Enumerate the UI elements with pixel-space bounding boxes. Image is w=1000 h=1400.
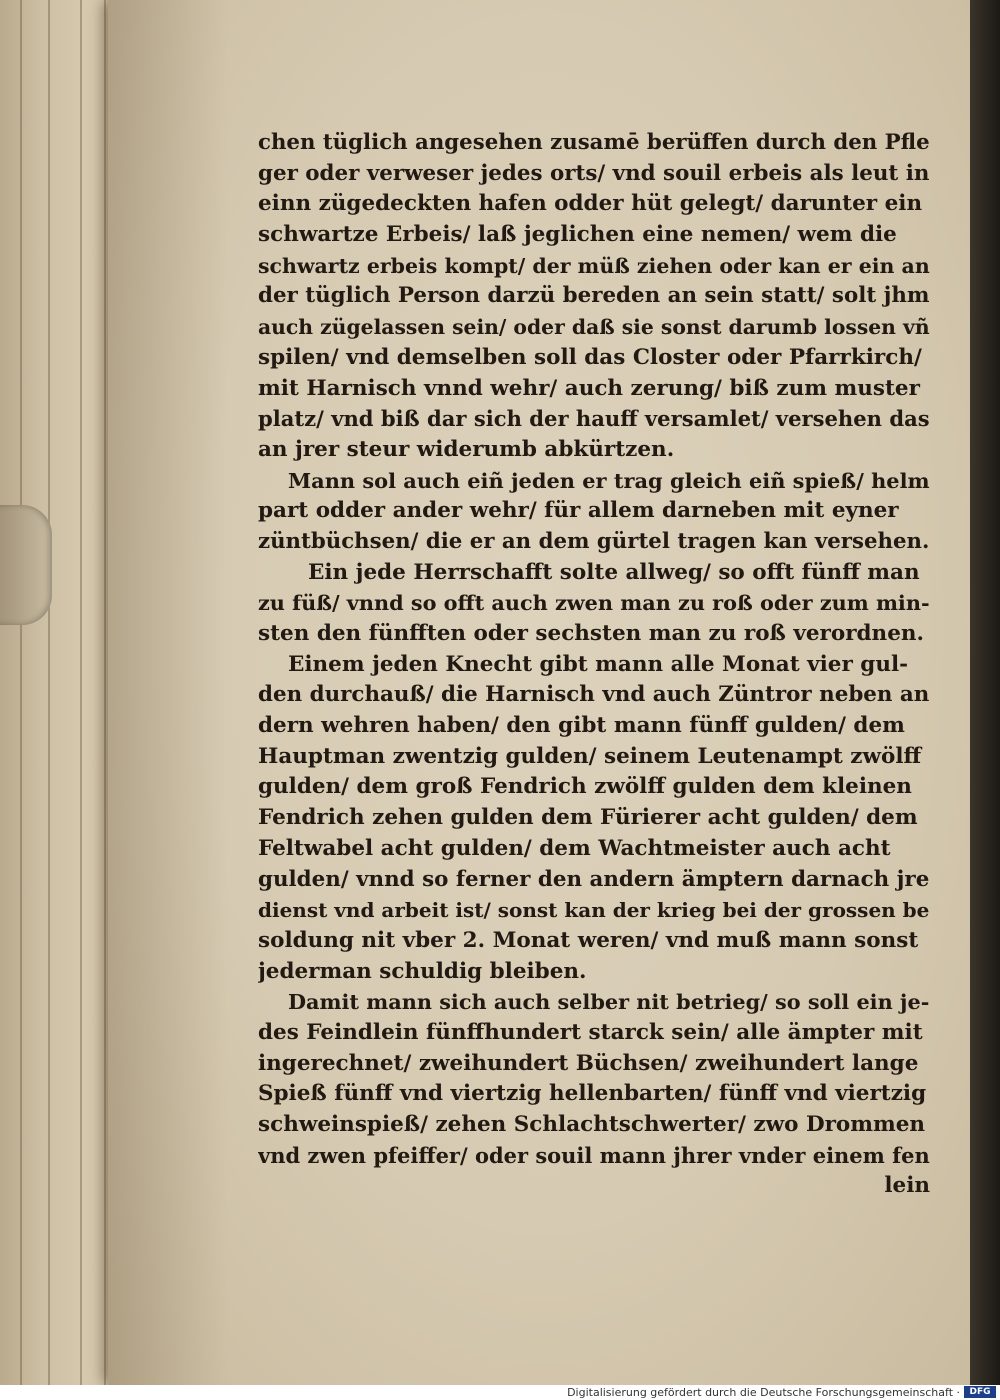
text-line: gulden/ vnnd so ferner den andern ämptern darnach jre: [258, 866, 930, 892]
text-line: part odder ander wehr/ für allem darneben mit eyner: [258, 498, 899, 524]
text-line: Mann sol auch eiñ jeden er trag gleich eiñ spieß/ helm: [288, 467, 930, 493]
text-line: dern wehren haben/ den gibt mann fünff gulden/ dem: [258, 713, 905, 739]
text-line: vnd zwen pfeiffer/ oder souil mann jhrer vnder einem fen: [258, 1142, 930, 1168]
text-line: zu füß/ vnnd so offt auch zwen man zu roß oder zum min-: [258, 590, 930, 616]
gutter-shadow: [108, 0, 228, 1385]
text-line: auch zügelassen sein/ oder daß sie sonst darumb lossen vñ: [258, 315, 930, 340]
page-edge-line: [104, 0, 106, 1385]
dfg-logo: DFG: [964, 1386, 996, 1398]
text-line: schwartze Erbeis/ laß jeglichen eine nemen/ wem die: [258, 222, 897, 248]
funding-notice: Digitalisierung gefördert durch die Deutsche Forschungsgemeinschaft ·: [567, 1386, 960, 1399]
text-line: chen tüglich angesehen zusamē berüffen durch den Pfle: [258, 130, 930, 155]
page-edge-line: [48, 0, 50, 1385]
text-line: schweinspieß/ zehen Schlachtschwerter/ zwo Drommen: [258, 1112, 926, 1137]
text-line: Hauptman zwentzig gulden/ seinem Leutenampt zwölff: [258, 743, 922, 769]
text-line: gulden/ dem groß Fendrich zwölff gulden dem kleinen: [258, 774, 912, 800]
page-text: [258, 128, 930, 1202]
book-clasp: [0, 505, 52, 625]
text-line: sten den fünfften oder sechsten man zu roß verordnen.: [258, 621, 924, 646]
text-line: Feltwabel acht gulden/ dem Wachtmeister auch acht: [258, 835, 891, 861]
book-cover-edge: [970, 0, 1000, 1385]
text-line: der tüglich Person darzü bereden an sein statt/ solt jhm: [258, 283, 930, 309]
text-line: des Feindlein fünffhundert starck sein/ alle ämpter mit: [258, 1019, 923, 1045]
text-line: dienst vnd arbeit ist/ sonst kan der krieg bei der grossen be: [258, 898, 930, 923]
text-line: Einem jeden Knecht gibt mann alle Monat vier gul-: [288, 651, 909, 677]
text-line: spilen/ vnd demselben soll das Closter oder Pfarrkirch/: [258, 344, 922, 370]
digitization-footer: [0, 1385, 1000, 1400]
text-line: züntbüchsen/ die er an dem gürtel tragen kan versehen.: [258, 528, 930, 554]
text-line: an jrer steur widerumb abkürtzen.: [258, 436, 675, 462]
text-line: den durchauß/ die Harnisch vnd auch Züntror neben an: [258, 682, 930, 708]
page-edge-line: [20, 0, 22, 1385]
text-line: Ein jede Herrschafft solte allweg/ so offt fünff man: [308, 559, 920, 585]
catchword: lein: [884, 1173, 930, 1199]
text-line: einn zügedeckten hafen odder hüt gelegt/ darunter ein: [258, 191, 923, 217]
text-line: ger oder verweser jedes orts/ vnd souil erbeis als leut in: [258, 160, 930, 186]
text-line: Damit mann sich auch selber nit betrieg/ so soll ein je-: [288, 989, 930, 1015]
page-edge-line: [80, 0, 82, 1385]
text-line: platz/ vnd biß dar sich der hauff versamlet/ versehen das: [258, 406, 930, 432]
text-line: soldung nit vber 2. Monat weren/ vnd muß mann sonst: [258, 927, 919, 953]
text-line: Fendrich zehen gulden dem Fürierer acht gulden/ dem: [258, 805, 918, 831]
text-line: schwartz erbeis kompt/ der müß ziehen oder kan er ein an: [258, 253, 930, 278]
text-line: mit Harnisch vnnd wehr/ auch zerung/ biß zum muster: [258, 375, 920, 401]
text-line: Spieß fünff vnd viertzig hellenbarten/ fünff vnd viertzig: [258, 1081, 927, 1107]
text-line: ingerechnet/ zweihundert Büchsen/ zweihundert lange: [258, 1050, 919, 1076]
text-line: jederman schuldig bleiben.: [258, 958, 587, 984]
